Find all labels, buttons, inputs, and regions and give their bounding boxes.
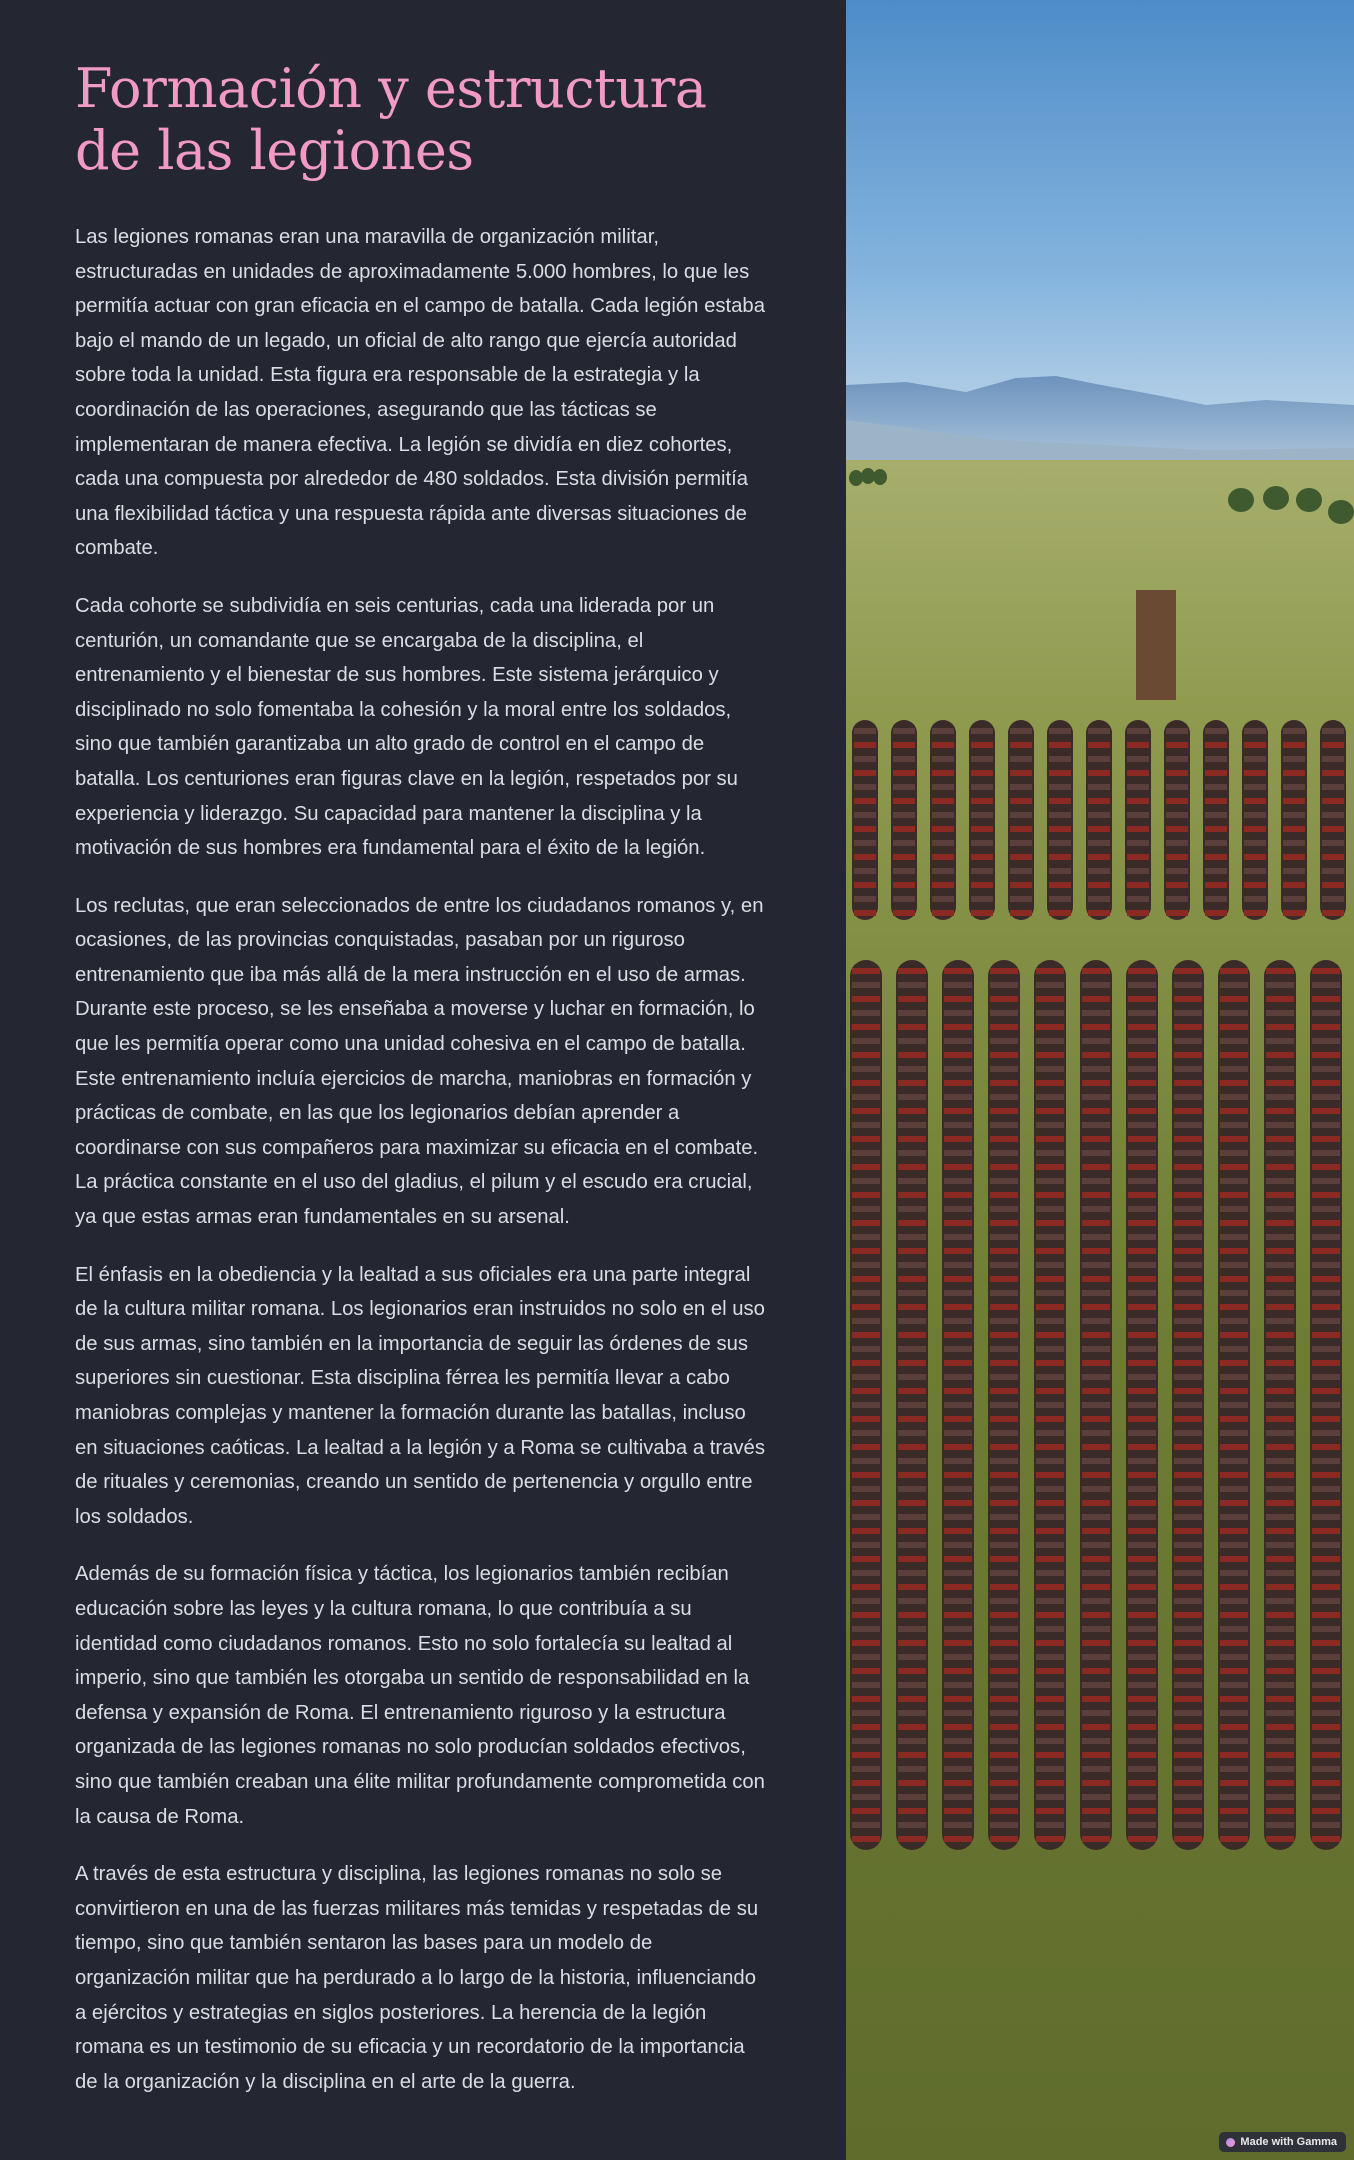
legion-formation-image: [846, 0, 1354, 2160]
badge-label: Made with Gamma: [1240, 2136, 1337, 2148]
paragraph: El énfasis en la obediencia y la lealtad a sus oficiales era una parte integral de la cultura militar romana. Los legionarios eran instruidos no solo en el uso de sus armas, sino también en la importancia de seguir las órdenes de sus superiores sin cuestionar. Esta disciplina férrea les permitía llevar a cabo maniobras complejas y mantener la formación durante las batallas, incluso en situaciones caóticas. La lealtad a la legión y a Roma se cultivaba a través de rituales y ceremonias, creando un sentido de pertenencia y orgullo entre los soldados.: [75, 1263, 765, 1528]
page-title: Formación y estructura de las legiones: [75, 57, 707, 182]
paragraph: Los reclutas, que eran seleccionados de entre los ciudadanos romanos y, en ocasiones, de las provincias conquistadas, pasaban por un riguroso entrenamiento que iba más allá de la mera instrucción en el uso de armas. Durante este proceso, se les enseñaba a moverse y luchar en formación, lo que les permitía operar como una unidad cohesiva en el campo de batalla. Este entrenamiento incluía ejercicios de marcha, maniobras en formación y prácticas de combate, en las que los legionarios debían aprender a coordinarse con sus compañeros para maximizar su eficacia en el combate. La práctica constante en el uso del gladius, el pilum y el escudo era crucial, ya que estas armas eran fundamentales en su arsenal.: [75, 894, 764, 1229]
paragraph: Además de su formación física y táctica, los legionarios también recibían educación sobre las leyes y la cultura romana, lo que contribuía a su identidad como ciudadanos romanos. Esto no solo fortalecía su lealtad al imperio, sino que también les otorgaba un sentido de responsabilidad en la defensa y expansión de Roma. El entrenamiento riguroso y la estructura organizada de las legiones romanas no solo producían soldados efectivos, sino que también creaban una élite militar profundamente comprometida con la causa de Roma.: [75, 1563, 765, 1828]
paragraph: Las legiones romanas eran una maravilla de organización militar, estructuradas en unidades de aproximadamente 5.000 hombres, lo que les permitía actuar con gran eficacia en el campo de batalla. Cada legión estaba bajo el mando de un legado, un oficial de alto rango que ejercía autoridad sobre toda la unidad. Esta figura era responsable de la estrategia y la coordinación de las operaciones, asegurando que las tácticas se implementaran de manera efectiva. La legión se dividía en diez cohortes, cada una compuesta por alrededor de 480 soldados. Esta división permitía una flexibilidad táctica y una respuesta rápida ante diversas situaciones de combate.: [75, 226, 765, 560]
gamma-logo-icon: [1226, 2138, 1235, 2147]
paragraph: A través de esta estructura y disciplina, las legiones romanas no solo se convirtieron en una de las fuerzas militares más temidas y respetadas de su tiempo, sino que también sentaron las bases para un modelo de organización militar que ha perdurado a lo largo de la historia, influenciando a ejércitos y estrategias en siglos posteriores. La herencia de la legión romana es un testimonio de su eficacia y un recordatorio de la importancia de la organización y la disciplina en el arte de la guerra.: [75, 1863, 759, 2093]
paragraph: Cada cohorte se subdividía en seis centurias, cada una liderada por un centurión, un comandante que se encargaba de la disciplina, el entrenamiento y el bienestar de sus hombres. Este sistema jerárquico y disciplinado no solo fomentaba la cohesión y la moral entre los soldados, sino que también garantizaba un alto grado de control en el campo de batalla. Los centuriones eran figuras clave en la legión, respetados por su experiencia y liderazgo. Su capacidad para mantener la disciplina y la motivación de sus hombres era fundamental para el éxito de la legión.: [75, 594, 738, 860]
made-with-gamma-badge[interactable]: [1219, 2132, 1346, 2152]
